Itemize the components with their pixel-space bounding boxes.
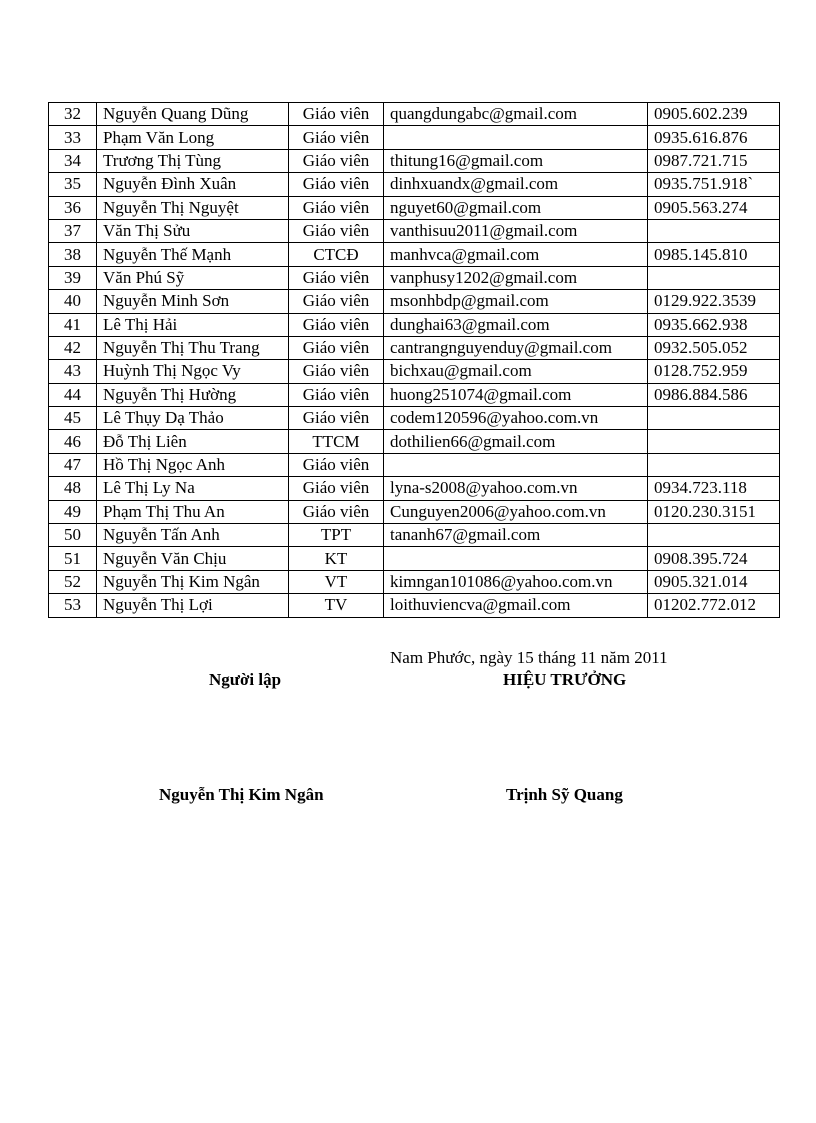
staff-role: Giáo viên bbox=[289, 383, 384, 406]
row-number: 35 bbox=[49, 173, 97, 196]
staff-email: quangdungabc@gmail.com bbox=[384, 103, 648, 126]
staff-name: Nguyễn Tấn Anh bbox=[97, 524, 289, 547]
row-number: 50 bbox=[49, 524, 97, 547]
staff-role: Giáo viên bbox=[289, 149, 384, 172]
staff-role: Giáo viên bbox=[289, 126, 384, 149]
staff-email: loithuviencva@gmail.com bbox=[384, 594, 648, 617]
row-number: 42 bbox=[49, 336, 97, 359]
staff-table bbox=[48, 102, 780, 618]
staff-name: Huỳnh Thị Ngọc Vy bbox=[97, 360, 289, 383]
staff-email: huong251074@gmail.com bbox=[384, 383, 648, 406]
staff-phone: 0932.505.052 bbox=[648, 336, 780, 359]
table-row bbox=[49, 477, 780, 500]
staff-name: Nguyễn Thế Mạnh bbox=[97, 243, 289, 266]
staff-email: kimngan101086@yahoo.com.vn bbox=[384, 570, 648, 593]
table-row bbox=[49, 313, 780, 336]
staff-email: dinhxuandx@gmail.com bbox=[384, 173, 648, 196]
table-row bbox=[49, 360, 780, 383]
row-number: 40 bbox=[49, 290, 97, 313]
staff-name: Nguyễn Thị Nguyệt bbox=[97, 196, 289, 219]
table-row bbox=[49, 219, 780, 242]
staff-name: Trương Thị Tùng bbox=[97, 149, 289, 172]
row-number: 34 bbox=[49, 149, 97, 172]
table-row bbox=[49, 383, 780, 406]
staff-phone: 0905.321.014 bbox=[648, 570, 780, 593]
staff-name: Phạm Văn Long bbox=[97, 126, 289, 149]
table-row bbox=[49, 290, 780, 313]
table-row bbox=[49, 570, 780, 593]
staff-phone: 0987.721.715 bbox=[648, 149, 780, 172]
row-number: 32 bbox=[49, 103, 97, 126]
staff-email bbox=[384, 453, 648, 476]
staff-name: Lê Thị Ly Na bbox=[97, 477, 289, 500]
staff-email: nguyet60@gmail.com bbox=[384, 196, 648, 219]
staff-name: Đỗ Thị Liên bbox=[97, 430, 289, 453]
row-number: 38 bbox=[49, 243, 97, 266]
staff-name: Lê Thị Hải bbox=[97, 313, 289, 336]
row-number: 48 bbox=[49, 477, 97, 500]
staff-phone: 0905.563.274 bbox=[648, 196, 780, 219]
principal-name: Trịnh Sỹ Quang bbox=[506, 785, 623, 804]
staff-phone: 0935.751.918` bbox=[648, 173, 780, 196]
staff-role: Giáo viên bbox=[289, 336, 384, 359]
staff-role: TV bbox=[289, 594, 384, 617]
row-number: 53 bbox=[49, 594, 97, 617]
staff-name: Nguyễn Thị Hường bbox=[97, 383, 289, 406]
staff-phone bbox=[648, 407, 780, 430]
row-number: 41 bbox=[49, 313, 97, 336]
staff-name: Văn Phú Sỹ bbox=[97, 266, 289, 289]
staff-phone bbox=[648, 453, 780, 476]
staff-phone: 0986.884.586 bbox=[648, 383, 780, 406]
staff-name: Văn Thị Sửu bbox=[97, 219, 289, 242]
staff-email: vanthisuu2011@gmail.com bbox=[384, 219, 648, 242]
table-row bbox=[49, 126, 780, 149]
preparer-name: Nguyễn Thị Kim Ngân bbox=[159, 785, 324, 804]
staff-role: Giáo viên bbox=[289, 500, 384, 523]
staff-role: Giáo viên bbox=[289, 266, 384, 289]
table-row bbox=[49, 196, 780, 219]
staff-name: Nguyễn Thị Kim Ngân bbox=[97, 570, 289, 593]
staff-role: TTCM bbox=[289, 430, 384, 453]
staff-name: Nguyễn Minh Sơn bbox=[97, 290, 289, 313]
staff-role: Giáo viên bbox=[289, 173, 384, 196]
table-row bbox=[49, 336, 780, 359]
staff-name: Nguyễn Đình Xuân bbox=[97, 173, 289, 196]
staff-email: cantrangnguyenduy@gmail.com bbox=[384, 336, 648, 359]
staff-role: Giáo viên bbox=[289, 360, 384, 383]
staff-email: vanphusy1202@gmail.com bbox=[384, 266, 648, 289]
table-row bbox=[49, 547, 780, 570]
staff-table-body bbox=[49, 103, 780, 618]
table-row bbox=[49, 243, 780, 266]
row-number: 43 bbox=[49, 360, 97, 383]
table-row bbox=[49, 453, 780, 476]
staff-role: CTCĐ bbox=[289, 243, 384, 266]
staff-phone: 0908.395.724 bbox=[648, 547, 780, 570]
row-number: 45 bbox=[49, 407, 97, 430]
row-number: 51 bbox=[49, 547, 97, 570]
row-number: 33 bbox=[49, 126, 97, 149]
staff-phone: 0934.723.118 bbox=[648, 477, 780, 500]
row-number: 46 bbox=[49, 430, 97, 453]
staff-phone: 0935.616.876 bbox=[648, 126, 780, 149]
staff-role: KT bbox=[289, 547, 384, 570]
date-line: Nam Phước, ngày 15 tháng 11 năm 2011 bbox=[390, 648, 668, 667]
staff-phone: 0129.922.3539 bbox=[648, 290, 780, 313]
staff-email: msonhbdp@gmail.com bbox=[384, 290, 648, 313]
row-number: 52 bbox=[49, 570, 97, 593]
staff-role: Giáo viên bbox=[289, 407, 384, 430]
staff-phone: 0935.662.938 bbox=[648, 313, 780, 336]
staff-name: Nguyễn Thị Thu Trang bbox=[97, 336, 289, 359]
row-number: 47 bbox=[49, 453, 97, 476]
staff-role: Giáo viên bbox=[289, 453, 384, 476]
staff-role: VT bbox=[289, 570, 384, 593]
row-number: 36 bbox=[49, 196, 97, 219]
staff-name: Phạm Thị Thu An bbox=[97, 500, 289, 523]
staff-phone: 0128.752.959 bbox=[648, 360, 780, 383]
principal-title: HIỆU TRƯỞNG bbox=[503, 670, 627, 689]
table-row bbox=[49, 103, 780, 126]
staff-role: Giáo viên bbox=[289, 313, 384, 336]
staff-email: dunghai63@gmail.com bbox=[384, 313, 648, 336]
row-number: 37 bbox=[49, 219, 97, 242]
staff-phone: 0985.145.810 bbox=[648, 243, 780, 266]
staff-role: Giáo viên bbox=[289, 219, 384, 242]
staff-name: Nguyễn Thị Lợi bbox=[97, 594, 289, 617]
table-row bbox=[49, 430, 780, 453]
table-row bbox=[49, 594, 780, 617]
row-number: 44 bbox=[49, 383, 97, 406]
table-row bbox=[49, 500, 780, 523]
staff-role: Giáo viên bbox=[289, 196, 384, 219]
staff-email: bichxau@gmail.com bbox=[384, 360, 648, 383]
staff-email: lyna-s2008@yahoo.com.vn bbox=[384, 477, 648, 500]
staff-email: tananh67@gmail.com bbox=[384, 524, 648, 547]
staff-phone: 01202.772.012 bbox=[648, 594, 780, 617]
table-row bbox=[49, 149, 780, 172]
table-row bbox=[49, 524, 780, 547]
staff-phone bbox=[648, 266, 780, 289]
row-number: 39 bbox=[49, 266, 97, 289]
staff-name: Nguyễn Quang Dũng bbox=[97, 103, 289, 126]
staff-name: Lê Thụy Dạ Thảo bbox=[97, 407, 289, 430]
staff-email: manhvca@gmail.com bbox=[384, 243, 648, 266]
staff-role: TPT bbox=[289, 524, 384, 547]
staff-email bbox=[384, 126, 648, 149]
table-row bbox=[49, 266, 780, 289]
staff-name: Hồ Thị Ngọc Anh bbox=[97, 453, 289, 476]
staff-email: codem120596@yahoo.com.vn bbox=[384, 407, 648, 430]
staff-phone bbox=[648, 219, 780, 242]
staff-phone: 0905.602.239 bbox=[648, 103, 780, 126]
table-row bbox=[49, 173, 780, 196]
staff-email: thitung16@gmail.com bbox=[384, 149, 648, 172]
preparer-title: Người lập bbox=[209, 670, 282, 689]
staff-phone: 0120.230.3151 bbox=[648, 500, 780, 523]
row-number: 49 bbox=[49, 500, 97, 523]
table-row bbox=[49, 407, 780, 430]
staff-role: Giáo viên bbox=[289, 103, 384, 126]
staff-role: Giáo viên bbox=[289, 290, 384, 313]
staff-name: Nguyễn Văn Chịu bbox=[97, 547, 289, 570]
staff-email: Cunguyen2006@yahoo.com.vn bbox=[384, 500, 648, 523]
staff-phone bbox=[648, 524, 780, 547]
staff-email: dothilien66@gmail.com bbox=[384, 430, 648, 453]
staff-phone bbox=[648, 430, 780, 453]
staff-email bbox=[384, 547, 648, 570]
staff-role: Giáo viên bbox=[289, 477, 384, 500]
